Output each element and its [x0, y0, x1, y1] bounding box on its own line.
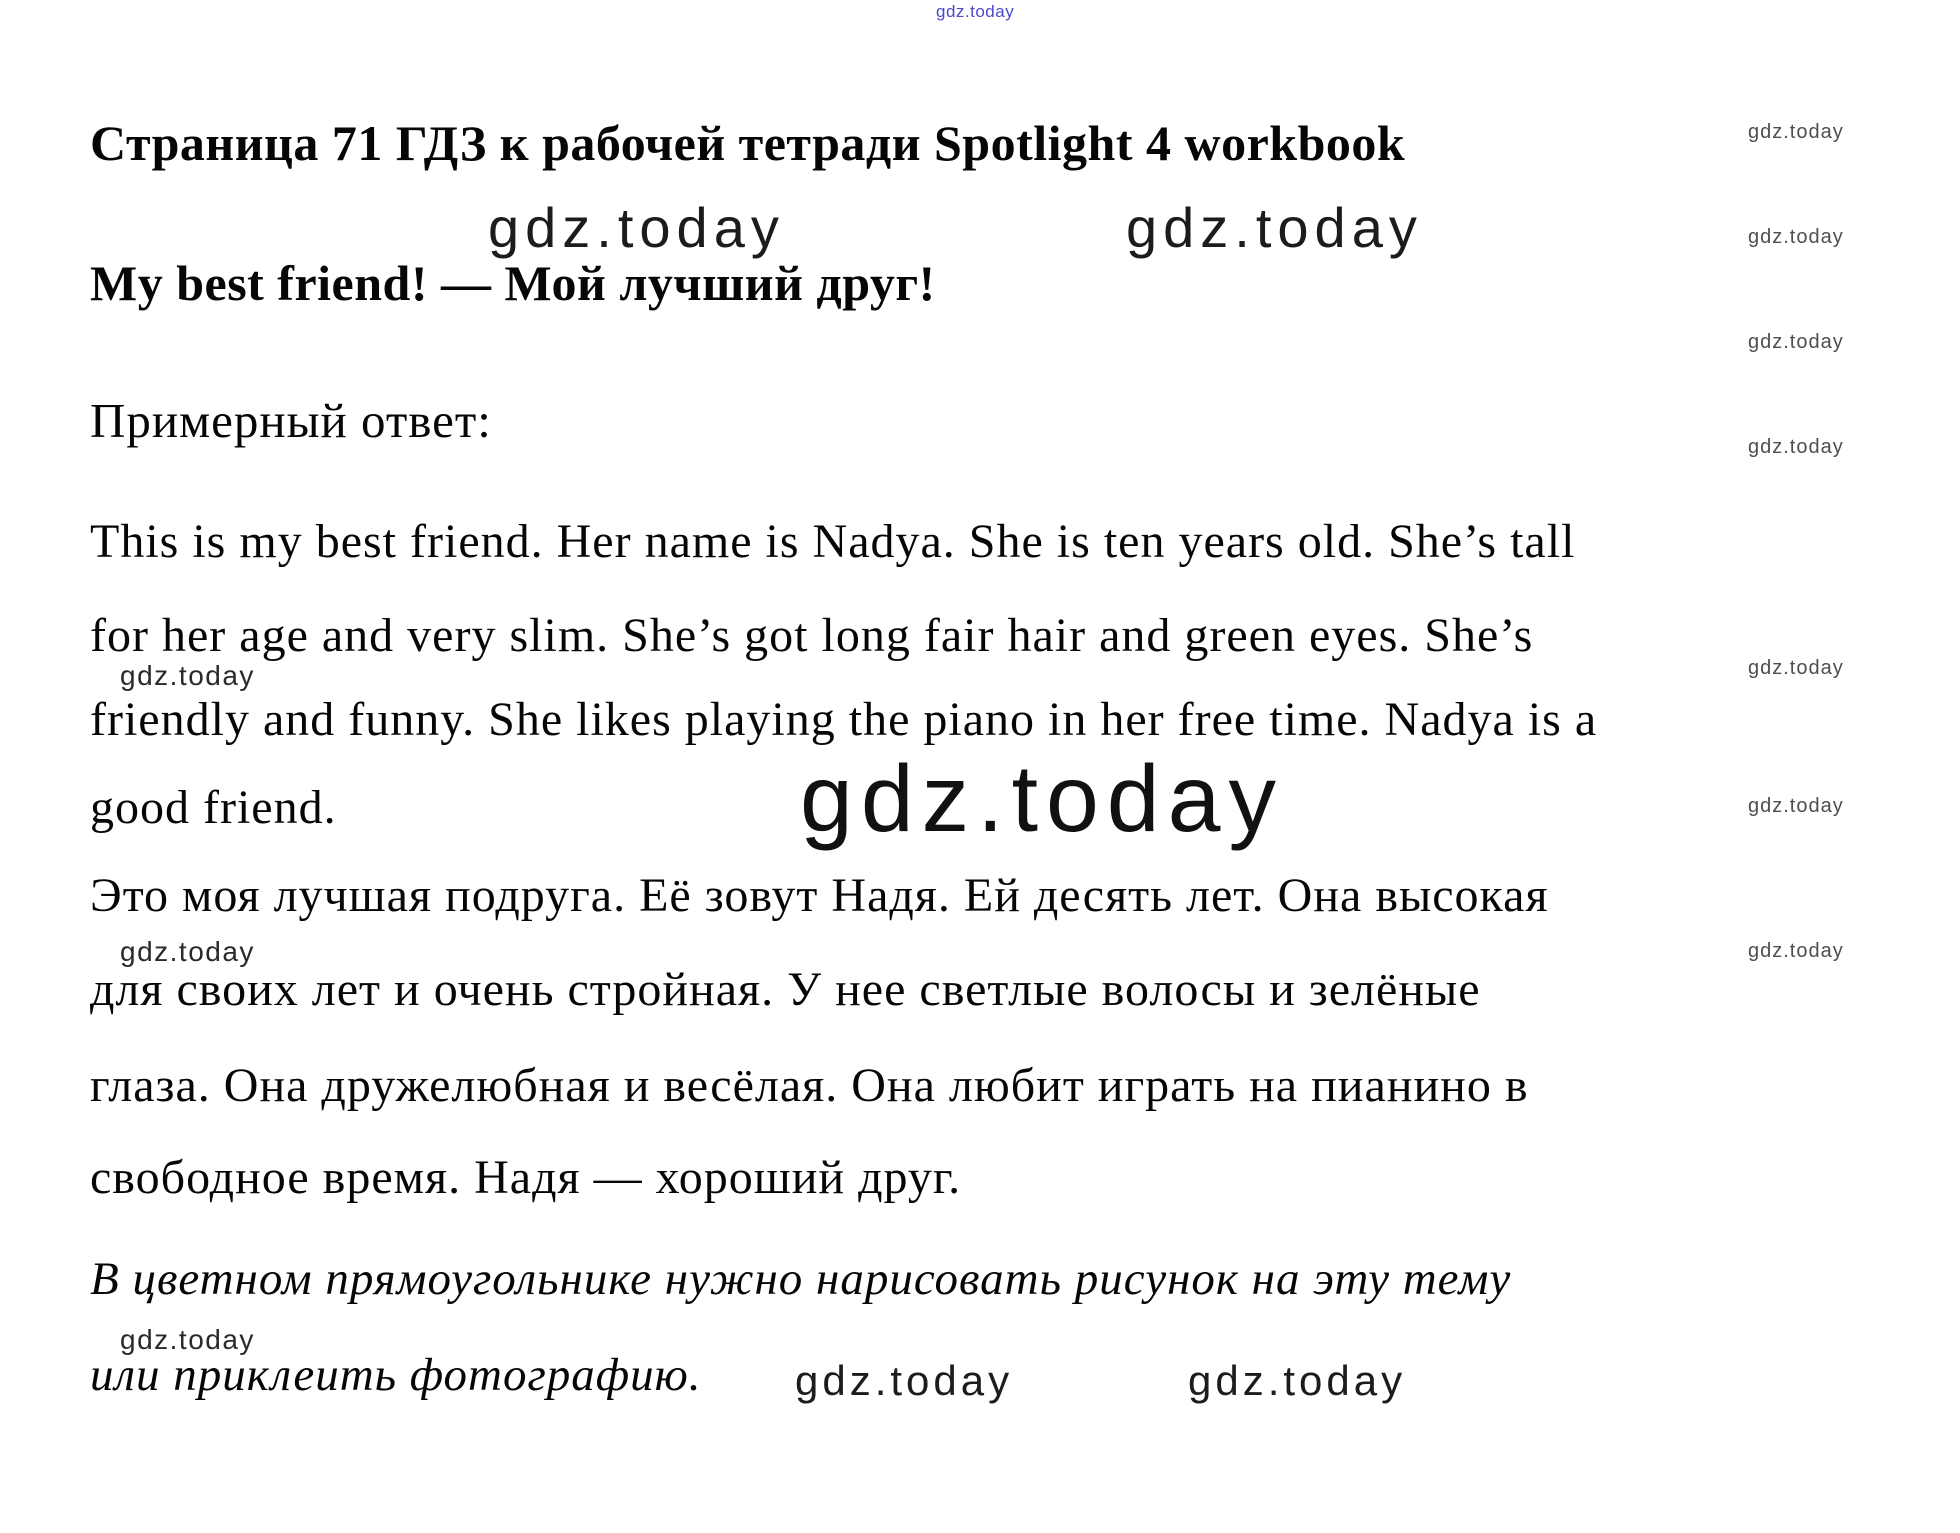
watermark-right-3: gdz.today: [1748, 331, 1844, 353]
watermark-upper-right-medium: gdz.today: [1126, 196, 1423, 259]
russian-line-1: Это моя лучшая подруга. Её зовут Надя. Ей десять лет. Она высокая: [90, 869, 1549, 922]
watermark-top-center: gdz.today: [936, 2, 1015, 21]
russian-line-4: свободное время. Надя — хороший друг.: [90, 1151, 962, 1204]
watermark-left-2: gdz.today: [120, 936, 255, 967]
english-line-1: This is my best friend. Her name is Nadya. She is ten years old. She’s tall: [90, 515, 1576, 568]
russian-line-2: для своих лет и очень стройная. У нее светлые волосы и зелёные: [90, 963, 1481, 1016]
watermark-right-4: gdz.today: [1748, 436, 1844, 458]
note-line-2: или приклеить фотографию.: [90, 1349, 702, 1401]
watermark-bottom-center: gdz.today: [795, 1357, 1014, 1404]
note-line-1: В цветном прямоугольнике нужно нарисовать рисунок на эту тему: [90, 1253, 1512, 1305]
english-line-3: friendly and funny. She likes playing the piano in her free time. Nadya is a: [90, 693, 1598, 746]
watermark-right-2: gdz.today: [1748, 226, 1844, 248]
watermark-center-large: gdz.today: [800, 746, 1284, 852]
watermark-left-1: gdz.today: [120, 660, 255, 691]
watermark-right-5: gdz.today: [1748, 657, 1844, 679]
watermark-left-3: gdz.today: [120, 1324, 255, 1355]
answer-label: Примерный ответ:: [90, 393, 492, 448]
section-heading: My best friend! — Мой лучший друг!: [90, 255, 936, 311]
watermark-right-7: gdz.today: [1748, 940, 1844, 962]
english-line-4: good friend.: [90, 781, 337, 834]
watermark-bottom-right: gdz.today: [1188, 1357, 1407, 1404]
russian-line-3: глаза. Она дружелюбная и весёлая. Она любит играть на пианино в: [90, 1059, 1529, 1112]
watermark-upper-left-medium: gdz.today: [488, 196, 785, 259]
watermark-right-6: gdz.today: [1748, 795, 1844, 817]
watermark-right-1: gdz.today: [1748, 121, 1844, 143]
english-line-2: for her age and very slim. She’s got long fair hair and green eyes. She’s: [90, 609, 1534, 662]
page-title: Страница 71 ГДЗ к рабочей тетради Spotlight 4 workbook: [90, 115, 1406, 171]
